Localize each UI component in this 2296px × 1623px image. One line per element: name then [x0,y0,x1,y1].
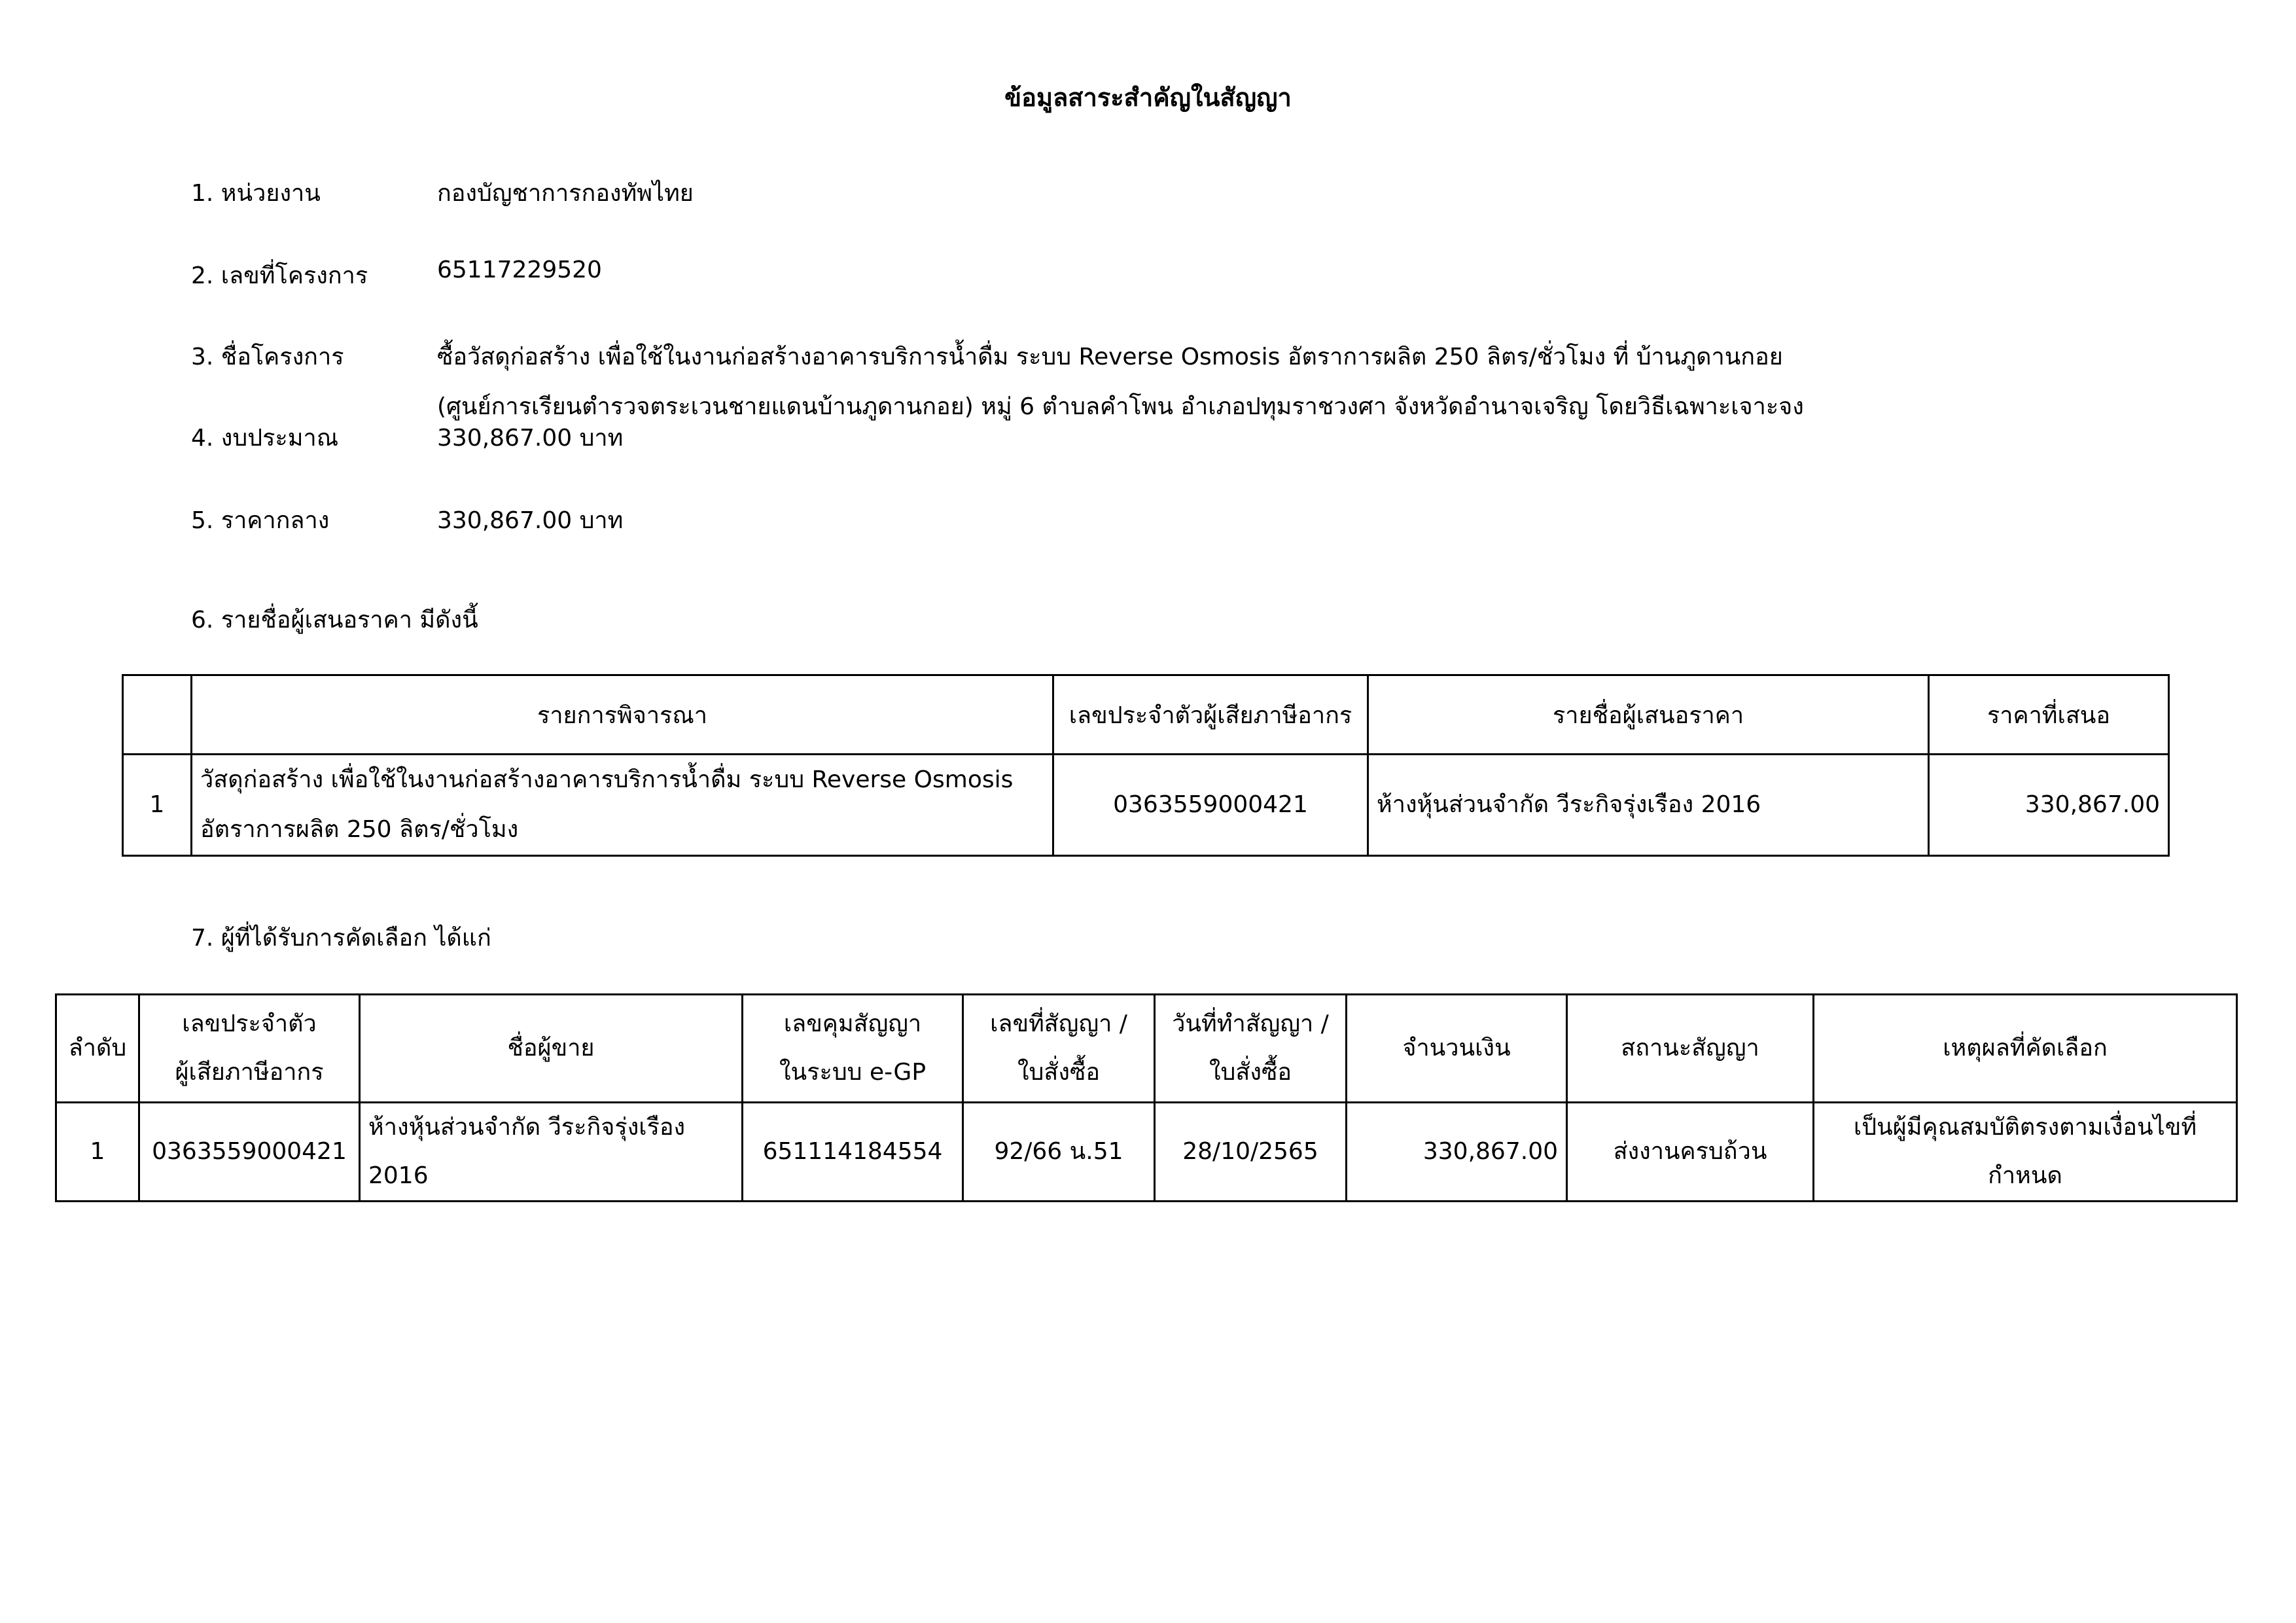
median-price-value: 330,867.00 บาท [437,507,624,534]
column-header-egp-line2: ในระบบ e-GP [779,1059,927,1086]
cell-tax-id: 0363559000421 [1053,755,1368,856]
column-header-tax-id-line2: ผู้เสียภาษีอากร [175,1059,324,1086]
column-header-no: ลำดับ [56,995,139,1103]
bidders-heading: 6. รายชื่อผู้เสนอราคา มีดังนี้ [191,607,478,633]
column-header-contract-date [1155,995,1347,1103]
cell-reason: เป็นผู้มีคุณสมบัติตรงตามเงื่อนไขที่กำหนด [1814,1103,2237,1202]
cell-bidder: ห้างหุ้นส่วนจำกัด วีระกิจรุ่งเรือง 2016 [1368,755,1929,856]
budget-label: 4. งบประมาณ [191,425,339,452]
column-header-tax-id: เลขประจำตัวผู้เสียภาษีอากร [1053,675,1368,755]
column-header-tax-id [139,995,360,1103]
column-header-contract-no-line2: ใบสั่งซื้อ [1017,1059,1101,1086]
column-header-egp [743,995,963,1103]
cell-seller-line1: ห้างหุ้นส่วนจำกัด วีระกิจรุ่งเรือง [368,1114,686,1141]
winner-table [55,993,2238,1202]
document-title: ข้อมูลสาระสำคัญในสัญญา [1004,83,1292,112]
cell-contract-date: 28/10/2565 [1155,1103,1347,1202]
column-header-item: รายการพิจารณา [192,675,1053,755]
cell-seller [360,1103,743,1202]
agency-label: 1. หน่วยงาน [191,180,321,207]
cell-item-line1: วัสดุก่อสร้าง เพื่อใช้ในงานก่อสร้างอาคารบริการน้ำดื่ม ระบบ Reverse Osmosis [200,766,1014,793]
column-header-status: สถานะสัญญา [1567,995,1814,1103]
project-no-value: 65117229520 [437,257,602,283]
project-no-label: 2. เลขที่โครงการ [191,262,368,289]
budget-value: 330,867.00 บาท [437,425,624,452]
cell-item [192,755,1053,856]
column-header-contract-date-line1: วันที่ทำสัญญา / [1172,1010,1329,1037]
winner-heading: 7. ผู้ที่ได้รับการคัดเลือก ได้แก่ [191,925,491,952]
cell-item-line2: อัตราการผลิต 250 ลิตร/ชั่วโมง [200,816,519,843]
column-header-price: ราคาที่เสนอ [1929,675,2169,755]
cell-egp-no: 651114184554 [743,1103,963,1202]
project-name-label: 3. ชื่อโครงการ [191,344,344,370]
column-header-seller: ชื่อผู้ขาย [360,995,743,1103]
project-name-line2: (ศูนย์การเรียนตำรวจตระเวนชายแดนบ้านภูดานกอย) หมู่ 6 ตำบลคำโพน อำเภอปทุมราชวงศา จังหวัดอำนาจเจริญ โดยวิธีเฉพาะเจาะจง [437,393,1804,420]
cell-tax-id: 0363559000421 [139,1103,360,1202]
cell-amount: 330,867.00 [1347,1103,1567,1202]
column-header-no [123,675,192,755]
column-header-bidder: รายชื่อผู้เสนอราคา [1368,675,1929,755]
agency-value: กองบัญชาการกองทัพไทย [437,180,694,207]
column-header-egp-line1: เลขคุมสัญญา [783,1010,922,1037]
column-header-contract-date-line2: ใบสั่งซื้อ [1209,1059,1292,1086]
column-header-contract-no-line1: เลขที่สัญญา / [990,1010,1127,1037]
cell-no: 1 [123,755,192,856]
cell-status: ส่งงานครบถ้วน [1567,1103,1814,1202]
table-header-row [123,675,2169,755]
column-header-contract-no [963,995,1155,1103]
table-header-row [56,995,2237,1103]
cell-seller-line2: 2016 [368,1162,429,1189]
table-row [56,1103,2237,1202]
column-header-reason: เหตุผลที่คัดเลือก [1814,995,2237,1103]
project-name-line1: ซื้อวัสดุก่อสร้าง เพื่อใช้ในงานก่อสร้างอาคารบริการน้ำดื่ม ระบบ Reverse Osmosis อัตราการผลิต 250 ลิตร/ชั่วโมง ที่ บ้านภูดานกอย [437,344,1783,370]
table-row [123,755,2169,856]
cell-contract-no: 92/66 น.51 [963,1103,1155,1202]
cell-price: 330,867.00 [1929,755,2169,856]
bidders-table [122,674,2170,857]
median-price-label: 5. ราคากลาง [191,507,330,534]
cell-no: 1 [56,1103,139,1202]
column-header-tax-id-line1: เลขประจำตัว [182,1010,317,1037]
column-header-amount: จำนวนเงิน [1347,995,1567,1103]
